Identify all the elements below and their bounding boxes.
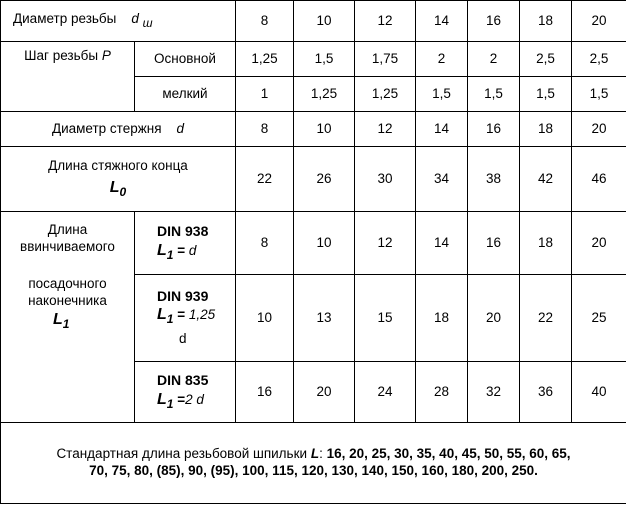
value-cell: 42 <box>520 147 572 212</box>
value-cell: 13 <box>294 275 355 362</box>
value-cell: 20 <box>468 275 520 362</box>
din938-label: DIN 938 <box>157 223 209 240</box>
formula-rhs: 2 d <box>185 391 204 407</box>
value-cell: 16 <box>468 112 520 147</box>
value-cell: 20 <box>572 112 626 147</box>
standard-length-colon: : <box>319 446 323 462</box>
thread-diameter-label: Диаметр резьбы <box>13 11 117 26</box>
pitch-fine-label: мелкий <box>135 77 236 112</box>
pitch-main-row <box>1 42 626 77</box>
formula-equals: = <box>173 242 189 258</box>
tie-end-label: Длина стяжного конца <box>48 157 188 173</box>
value-cell: 1,25 <box>294 77 355 112</box>
rod-diameter-symbol: d <box>176 120 185 136</box>
value-cell: 46 <box>572 147 626 212</box>
value-cell: 16 <box>236 362 294 423</box>
value-cell: 22 <box>520 275 572 362</box>
formula-symbol: L <box>157 390 167 408</box>
formula-subscript: 1 <box>166 396 174 411</box>
value-cell: 34 <box>416 147 468 212</box>
value-cell: 1,5 <box>294 42 355 77</box>
value-cell: 8 <box>236 112 294 147</box>
screw-in-label-line3: посадочного <box>28 275 107 291</box>
screw-in-symbol: L <box>53 310 63 328</box>
din938-row <box>1 212 626 275</box>
formula-equals: = <box>173 307 189 323</box>
value-cell: 10 <box>236 275 294 362</box>
value-cell: 2 <box>416 42 468 77</box>
value-cell: 14 <box>416 112 468 147</box>
thread-diameter-subscript: ш <box>142 16 153 30</box>
standard-length-values-line2: 70, 75, 80, (85), 90, (95), 100, 115, 120, 130, 140, 150, 160, 180, 200, 250. <box>89 463 538 478</box>
standard-length-row <box>1 423 626 504</box>
value-cell: 38 <box>468 147 520 212</box>
screw-in-label-line2: ввинчиваемого <box>20 238 115 254</box>
value-cell: 14 <box>416 1 468 42</box>
value-cell: 16 <box>468 1 520 42</box>
thread-diameter-row <box>1 1 626 42</box>
value-cell: 25 <box>572 275 626 362</box>
value-cell: 1,5 <box>572 77 626 112</box>
formula-subscript: 1 <box>166 247 174 262</box>
value-cell: 40 <box>572 362 626 423</box>
pitch-label-cell <box>1 42 135 112</box>
value-cell: 12 <box>355 112 416 147</box>
value-cell: 1,75 <box>355 42 416 77</box>
value-cell: 18 <box>520 1 572 42</box>
value-cell: 24 <box>355 362 416 423</box>
value-cell: 16 <box>468 212 520 275</box>
rod-diameter-row <box>1 112 626 147</box>
formula-rhs: d <box>188 242 197 258</box>
screw-in-subscript: 1 <box>62 316 70 331</box>
value-cell: 10 <box>294 212 355 275</box>
rod-diameter-header <box>1 112 236 147</box>
din938-formula <box>135 241 235 263</box>
value-cell: 26 <box>294 147 355 212</box>
rod-diameter-label: Диаметр стержня <box>51 120 162 136</box>
pitch-label: Шаг резьбы <box>24 48 99 63</box>
tie-end-row <box>1 147 626 212</box>
value-cell: 8 <box>236 1 294 42</box>
value-cell: 8 <box>236 212 294 275</box>
din939-label: DIN 939 <box>157 287 209 304</box>
standard-length-symbol: L <box>310 446 320 462</box>
value-cell: 22 <box>236 147 294 212</box>
value-cell: 1,5 <box>468 77 520 112</box>
din938-cell <box>135 212 236 275</box>
tie-end-subscript: 0 <box>119 185 127 200</box>
value-cell: 2,5 <box>572 42 626 77</box>
value-cell: 36 <box>520 362 572 423</box>
formula-symbol: L <box>157 241 167 259</box>
formula-equals: = <box>173 391 186 407</box>
formula-rhs-d: d <box>179 331 187 347</box>
value-cell: 14 <box>416 212 468 275</box>
value-cell: 32 <box>468 362 520 423</box>
value-cell: 15 <box>355 275 416 362</box>
value-cell: 18 <box>520 112 572 147</box>
value-cell: 1 <box>236 77 294 112</box>
thread-diameter-symbol: d <box>131 11 139 26</box>
value-cell: 1,25 <box>236 42 294 77</box>
din835-label: DIN 835 <box>157 372 209 389</box>
value-cell: 10 <box>294 1 355 42</box>
value-cell: 30 <box>355 147 416 212</box>
value-cell: 1,25 <box>355 77 416 112</box>
tie-end-symbol: L <box>109 179 120 197</box>
tie-end-header <box>1 147 236 212</box>
formula-subscript: 1 <box>166 312 174 327</box>
formula-rhs: 1,25 <box>188 307 216 323</box>
value-cell: 12 <box>355 1 416 42</box>
pitch-symbol: P <box>101 48 111 63</box>
din939-formula <box>135 305 235 327</box>
standard-length-prefix: Стандартная длина резьбовой шпильки <box>56 446 308 462</box>
value-cell: 2 <box>468 42 520 77</box>
standard-length-cell <box>1 423 626 504</box>
value-cell: 20 <box>294 362 355 423</box>
screw-in-label-line1: Длина <box>47 222 88 237</box>
value-cell: 1,5 <box>416 77 468 112</box>
screw-in-label-cell <box>1 212 135 423</box>
value-cell: 28 <box>416 362 468 423</box>
thread-diameter-header <box>1 1 236 42</box>
value-cell: 12 <box>355 212 416 275</box>
value-cell: 20 <box>572 212 626 275</box>
value-cell: 10 <box>294 112 355 147</box>
value-cell: 18 <box>520 212 572 275</box>
value-cell: 1,5 <box>520 77 572 112</box>
din835-formula <box>135 390 235 412</box>
din835-cell <box>135 362 236 423</box>
din939-cell <box>135 275 236 362</box>
value-cell: 20 <box>572 1 626 42</box>
value-cell: 18 <box>416 275 468 362</box>
formula-symbol: L <box>157 306 167 324</box>
standard-length-values-line1: 16, 20, 25, 30, 35, 40, 45, 50, 55, 60, 65, <box>326 446 571 462</box>
pitch-main-label: Основной <box>135 42 236 77</box>
value-cell: 2,5 <box>520 42 572 77</box>
screw-in-label-line4: наконечника <box>28 292 107 308</box>
